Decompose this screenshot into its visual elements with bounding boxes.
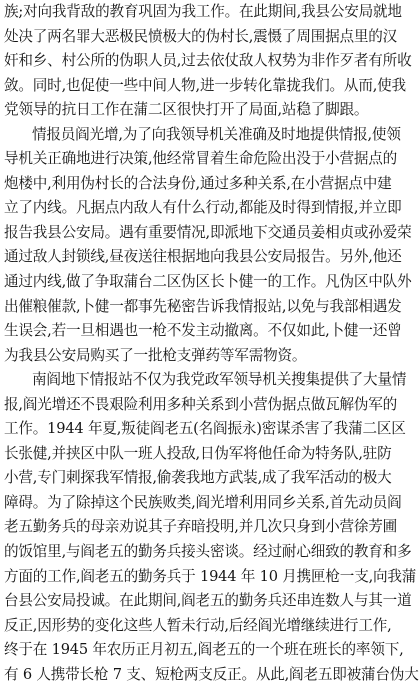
- text-line: 处决了两名罪大恶极民愤极大的伪村长,震慑了周围据点里的汉: [4, 27, 398, 45]
- text-line: 方面的工作,阎老五的勤务兵于 1944 年 10 月携匣枪一支,向我蒲: [4, 567, 417, 585]
- text-line: 党领导的抗日工作在蒲二区很快打开了局面,站稳了脚跟。: [4, 101, 369, 119]
- text-line: 报告我县公安局。遇有重要情况,即派地下交通员姜相贞或孙爱荣: [4, 223, 412, 241]
- text-line: 南阎地下情报站不仅为我党政军领导机关搜集提供了大量情: [32, 371, 407, 389]
- text-line: 导机关正确地进行决策,他经常冒着生命危险出没于小营据点的: [4, 150, 398, 168]
- paragraph-2: [4, 123, 412, 368]
- text-line: 炮楼中,利用伪村长的合法身份,通过多种关系,在小营据点中建: [4, 174, 392, 192]
- text-line: 情报员阎光增,为了向我领导机关准确及时地提供情报,使领: [32, 125, 401, 143]
- text-line: 报,阎光增还不畏艰险利用多种关系到小营伪据点做瓦解伪军的: [4, 395, 398, 413]
- text-line: 为我县公安局购买了一批枪支弹药等军需物资。: [4, 346, 307, 364]
- text-line: 族;对向我背敌的教育巩固为我工作。在此期间,我县公安局就地: [4, 3, 402, 20]
- text-line: 障碍。为了除掉这个民族败类,阎光增利用同乡关系,首先动员阎: [4, 493, 402, 511]
- document-page: [4, 0, 419, 683]
- text-line: 工作。1944 年夏,叛徒阎老五(名阎振永)密谋杀害了我蒲二区区: [4, 420, 406, 438]
- text-line: 小营,专门刺探我军情报,偷袭我地方武装,成了我军活动的极大: [4, 469, 392, 487]
- paragraph-3: [4, 368, 419, 687]
- text-line: 通过敌人封锁线,昼夜送往根据地向我县公安局报告。另外,他还: [4, 248, 402, 266]
- text-line: 立了内线。凡据点内敌人有什么行动,都能及时得到情报,并立即: [4, 199, 402, 217]
- text-line: 终于在 1945 年农历正月初五,阎老五的一个班在班长的率领下,: [4, 641, 404, 659]
- text-line: 长张健,并挟区中队一班人投敌,日伪军将他任命为特务队,驻防: [4, 444, 392, 462]
- text-line: 生误会,若一旦相遇也一枪不发主动撤离。不仅如此,卜健一还曾: [4, 322, 402, 340]
- text-line: 反正,因形势的变化这些人暂未行动,后经阎光增继续进行工作,: [4, 616, 392, 634]
- text-line: 老五勤务兵的母亲劝说其子弃暗投明,并几次只身到小营徐芳圃: [4, 518, 398, 536]
- text-line: 台县公安局投诚。在此期间,阎老五的勤务兵还串连数人与其一道: [4, 592, 412, 610]
- text-line: 奸和乡、村公所的伪职人员,过去依仗敌人权势为非作歹者有所收: [4, 52, 412, 70]
- text-line: 有 6 人携带长枪 7 支、短枪两支反正。从此,阎老五即被蒲台伪大: [4, 665, 419, 683]
- text-line: 敛。同时,也促使一些中间人物,进一步转化靠拢我们。从而,使我: [4, 76, 406, 94]
- text-line: 通过内线,做了争取蒲台二区伪区长卜健一的工作。凡伪区中队外: [4, 273, 412, 291]
- text-line: 出催粮催款,卜健一都事先秘密告诉我情报站,以免与我部相遇发: [4, 297, 402, 315]
- text-line: 的饭馆里,与阎老五的勤务兵接头密谈。经过耐心细致的教育和多: [4, 543, 412, 561]
- paragraph-1: [4, 0, 412, 123]
